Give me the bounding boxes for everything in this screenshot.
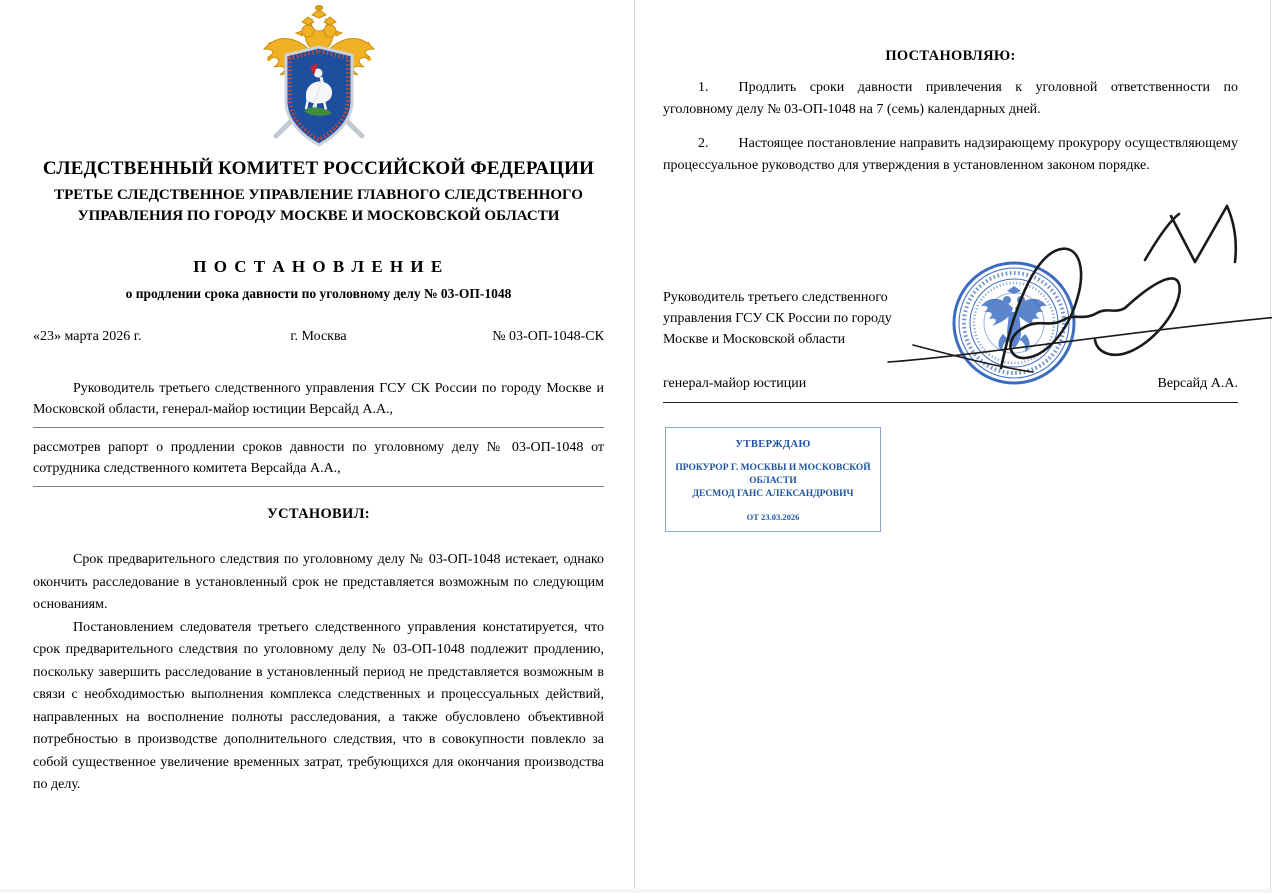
signer-rank: генерал-майор юстиции	[663, 376, 807, 391]
doc-date: «23» марта 2026 г.	[33, 329, 142, 344]
signer-name: Версайд А.А.	[1157, 376, 1238, 391]
signature-block	[663, 232, 1238, 392]
org-subdivision: ТРЕТЬЕ СЛЕДСТВЕННОЕ УПРАВЛЕНИЕ ГЛАВНОГО СЛЕДСТВЕННОГО УПРАВЛЕНИЯ ПО ГОРОДУ МОСКВЕ И МОСКОВСКОЙ ОБЛАСТИ	[54, 187, 583, 224]
doc-meta-row	[33, 329, 604, 345]
section-heading-postanovlyayu: ПОСТАНОВЛЯЮ:	[885, 48, 1016, 64]
page-2	[635, 0, 1271, 889]
intro-paragraph-2: рассмотрев рапорт о продлении сроков давности по уголовному делу № 03-ОП-1048 от сотрудника следственного комитета Версайда А.А.,	[33, 428, 604, 487]
approval-stamp-title: УТВЕРЖДАЮ	[735, 439, 811, 450]
signature-ink-icon	[883, 200, 1272, 390]
emblem-wrap	[33, 0, 604, 150]
item-number: 1.	[698, 80, 709, 95]
investigative-committee-emblem-icon	[258, 5, 380, 151]
resolution-item-1	[663, 77, 1238, 121]
intro-paragraph-1: Руководитель третьего следственного управления ГСУ СК России по городу Москве и Московской области, генерал-майор юстиции Версайд А.А.,	[33, 378, 604, 428]
approval-stamp-date: ОТ 23.03.2026	[746, 512, 800, 522]
item-text: Продлить сроки давности привлечения к уголовной ответственности по уголовному делу № 03-ОП-1048 на 7 (семь) календарных дней.	[663, 80, 1238, 117]
body-paragraph-2: Постановлением следователя третьего следственного управления констатируется, что срок предварительного следствия по уголовному делу № 03-ОП-1048 подлежит продлению, поскольку завершить расследование в установленный период не представляется возможным в связи с необходимостью выполнения комплекса следственных и процессуальных действий, направленных на восполнение полноты расследования, а также обусловлено объективной потребностью в производстве дополнительного следствия, что в совокупности повлекло за собой существенное увеличение временных затрат, требующихся для окончания производства по делу.	[33, 619, 604, 792]
doc-subtitle: о продлении срока давности по уголовному делу № 03-ОП-1048	[125, 286, 512, 301]
official-seal-icon	[951, 260, 1077, 386]
item-text: Настоящее постановление направить надзирающему прокурору осуществляющему процессуальное руководство для утверждения в установленном законом порядке.	[663, 136, 1238, 173]
approval-stamp-name: ДЕСМОД ГАНС АЛЕКСАНДРОВИЧ	[692, 489, 854, 499]
signature-rule	[663, 402, 1238, 403]
resolution-item-2	[663, 133, 1238, 177]
item-number: 2.	[698, 136, 709, 151]
signature-bottom-row	[663, 376, 1238, 392]
signer-title: Руководитель третьего следственного управления ГСУ СК России по городу Москве и Московской области	[663, 290, 892, 347]
doc-title: П О С Т А Н О В Л Е Н И Е	[193, 257, 444, 276]
approval-stamp-prosecutor: ПРОКУРОР Г. МОСКВЫ И МОСКОВСКОЙ ОБЛАСТИ	[675, 463, 871, 486]
doc-number: № 03-ОП-1048-СК	[492, 329, 604, 344]
section-heading-ustanovil: УСТАНОВИЛ:	[267, 506, 370, 522]
approval-stamp	[665, 427, 881, 532]
org-name: СЛЕДСТВЕННЫЙ КОМИТЕТ РОССИЙСКОЙ ФЕДЕРАЦИИ	[42, 158, 595, 179]
doc-city: г. Москва	[290, 329, 347, 344]
body-paragraph-1: Срок предварительного следствия по уголовному делу № 03-ОП-1048 истекает, однако окончить расследование в установленный срок не представляется возможным по следующим основаниям.	[33, 552, 604, 612]
page-1	[0, 0, 635, 889]
